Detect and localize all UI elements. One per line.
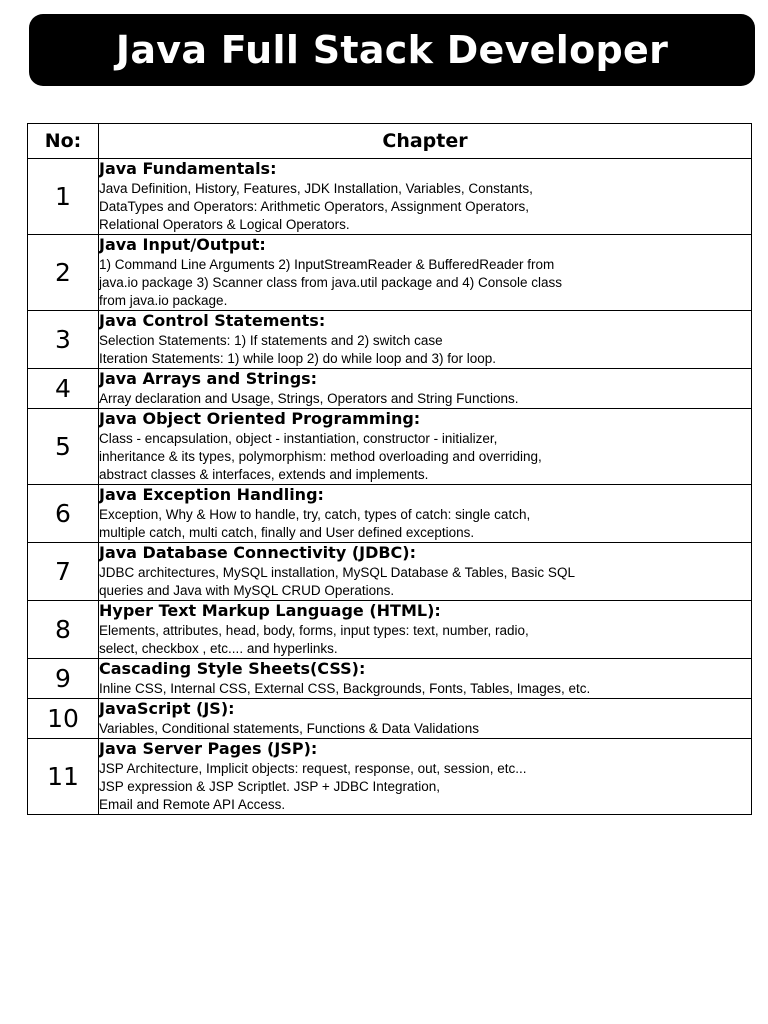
chapter-description-line: 1) Command Line Arguments 2) InputStreamReader & BufferedReader from bbox=[99, 257, 555, 272]
syllabus-table bbox=[27, 123, 752, 815]
chapter-description-line: Inline CSS, Internal CSS, External CSS, Backgrounds, Fonts, Tables, Images, etc. bbox=[99, 681, 591, 696]
chapter-number: 3 bbox=[28, 311, 99, 369]
chapter-cell bbox=[99, 601, 752, 659]
title-banner bbox=[29, 14, 755, 86]
table-header-row bbox=[28, 124, 752, 159]
chapter-description-line: Exception, Why & How to handle, try, catch, types of catch: single catch, bbox=[99, 507, 531, 522]
chapter-description-line: Email and Remote API Access. bbox=[99, 797, 286, 812]
chapter-title: Java Object Oriented Programming: bbox=[99, 409, 421, 428]
chapter-description-line: multiple catch, multi catch, finally and User defined exceptions. bbox=[99, 525, 475, 540]
chapter-description-line: Variables, Conditional statements, Functions & Data Validations bbox=[99, 721, 479, 736]
chapter-number: 4 bbox=[28, 369, 99, 409]
chapter-number: 9 bbox=[28, 659, 99, 699]
chapter-number: 6 bbox=[28, 485, 99, 543]
chapter-description-line: inheritance & its types, polymorphism: method overloading and overriding, bbox=[99, 449, 542, 464]
chapter-title: Java Fundamentals: bbox=[99, 159, 277, 178]
table-row bbox=[28, 235, 752, 311]
chapter-description-line: Relational Operators & Logical Operators. bbox=[99, 217, 350, 232]
chapter-number: 10 bbox=[28, 699, 99, 739]
chapter-description-line: DataTypes and Operators: Arithmetic Operators, Assignment Operators, bbox=[99, 199, 529, 214]
chapter-title: Java Server Pages (JSP): bbox=[99, 739, 318, 758]
chapter-number: 1 bbox=[28, 159, 99, 235]
chapter-number: 11 bbox=[28, 739, 99, 815]
chapter-number: 7 bbox=[28, 543, 99, 601]
chapter-description-line: JSP Architecture, Implicit objects: request, response, out, session, etc... bbox=[99, 761, 527, 776]
chapter-description-line: Class - encapsulation, object - instantiation, constructor - initializer, bbox=[99, 431, 498, 446]
table-body bbox=[28, 159, 752, 815]
chapter-cell bbox=[99, 739, 752, 815]
chapter-title: Java Database Connectivity (JDBC): bbox=[99, 543, 417, 562]
chapter-cell bbox=[99, 311, 752, 369]
chapter-title: Cascading Style Sheets(CSS): bbox=[99, 659, 366, 678]
chapter-description-line: Array declaration and Usage, Strings, Operators and String Functions. bbox=[99, 391, 519, 406]
table-row bbox=[28, 409, 752, 485]
chapter-title: Hyper Text Markup Language (HTML): bbox=[99, 601, 441, 620]
chapter-description-line: queries and Java with MySQL CRUD Operations. bbox=[99, 583, 395, 598]
chapter-cell bbox=[99, 235, 752, 311]
chapter-cell bbox=[99, 543, 752, 601]
chapter-title: Java Control Statements: bbox=[99, 311, 326, 330]
chapter-description-line: JSP expression & JSP Scriptlet. JSP + JDBC Integration, bbox=[99, 779, 441, 794]
page-title: Java Full Stack Developer bbox=[115, 28, 669, 72]
chapter-title: Java Input/Output: bbox=[99, 235, 266, 254]
chapter-description-line: Selection Statements: 1) If statements and 2) switch case bbox=[99, 333, 443, 348]
table-row bbox=[28, 699, 752, 739]
header-chapter: Chapter bbox=[99, 124, 752, 159]
chapter-title: Java Arrays and Strings: bbox=[99, 369, 318, 388]
table-row bbox=[28, 485, 752, 543]
chapter-number: 2 bbox=[28, 235, 99, 311]
chapter-cell bbox=[99, 659, 752, 699]
table-row bbox=[28, 311, 752, 369]
table-row bbox=[28, 601, 752, 659]
chapter-cell bbox=[99, 409, 752, 485]
chapter-description-line: java.io package 3) Scanner class from java.util package and 4) Console class bbox=[99, 275, 562, 290]
chapter-description-line: select, checkbox , etc.... and hyperlinks. bbox=[99, 641, 338, 656]
table-row bbox=[28, 659, 752, 699]
chapter-description-line: Elements, attributes, head, body, forms, input types: text, number, radio, bbox=[99, 623, 529, 638]
chapter-description-line: Java Definition, History, Features, JDK Installation, Variables, Constants, bbox=[99, 181, 533, 196]
chapter-title: JavaScript (JS): bbox=[99, 699, 235, 718]
header-no: No: bbox=[28, 124, 99, 159]
table-row bbox=[28, 159, 752, 235]
chapter-title: Java Exception Handling: bbox=[99, 485, 324, 504]
table-row bbox=[28, 543, 752, 601]
table-row bbox=[28, 739, 752, 815]
chapter-cell bbox=[99, 369, 752, 409]
chapter-cell bbox=[99, 485, 752, 543]
chapter-description-line: from java.io package. bbox=[99, 293, 228, 308]
chapter-description-line: abstract classes & interfaces, extends and implements. bbox=[99, 467, 429, 482]
chapter-number: 5 bbox=[28, 409, 99, 485]
chapter-number: 8 bbox=[28, 601, 99, 659]
chapter-cell bbox=[99, 159, 752, 235]
table-row bbox=[28, 369, 752, 409]
chapter-cell bbox=[99, 699, 752, 739]
chapter-description-line: Iteration Statements: 1) while loop 2) do while loop and 3) for loop. bbox=[99, 351, 496, 366]
chapter-description-line: JDBC architectures, MySQL installation, MySQL Database & Tables, Basic SQL bbox=[99, 565, 575, 580]
